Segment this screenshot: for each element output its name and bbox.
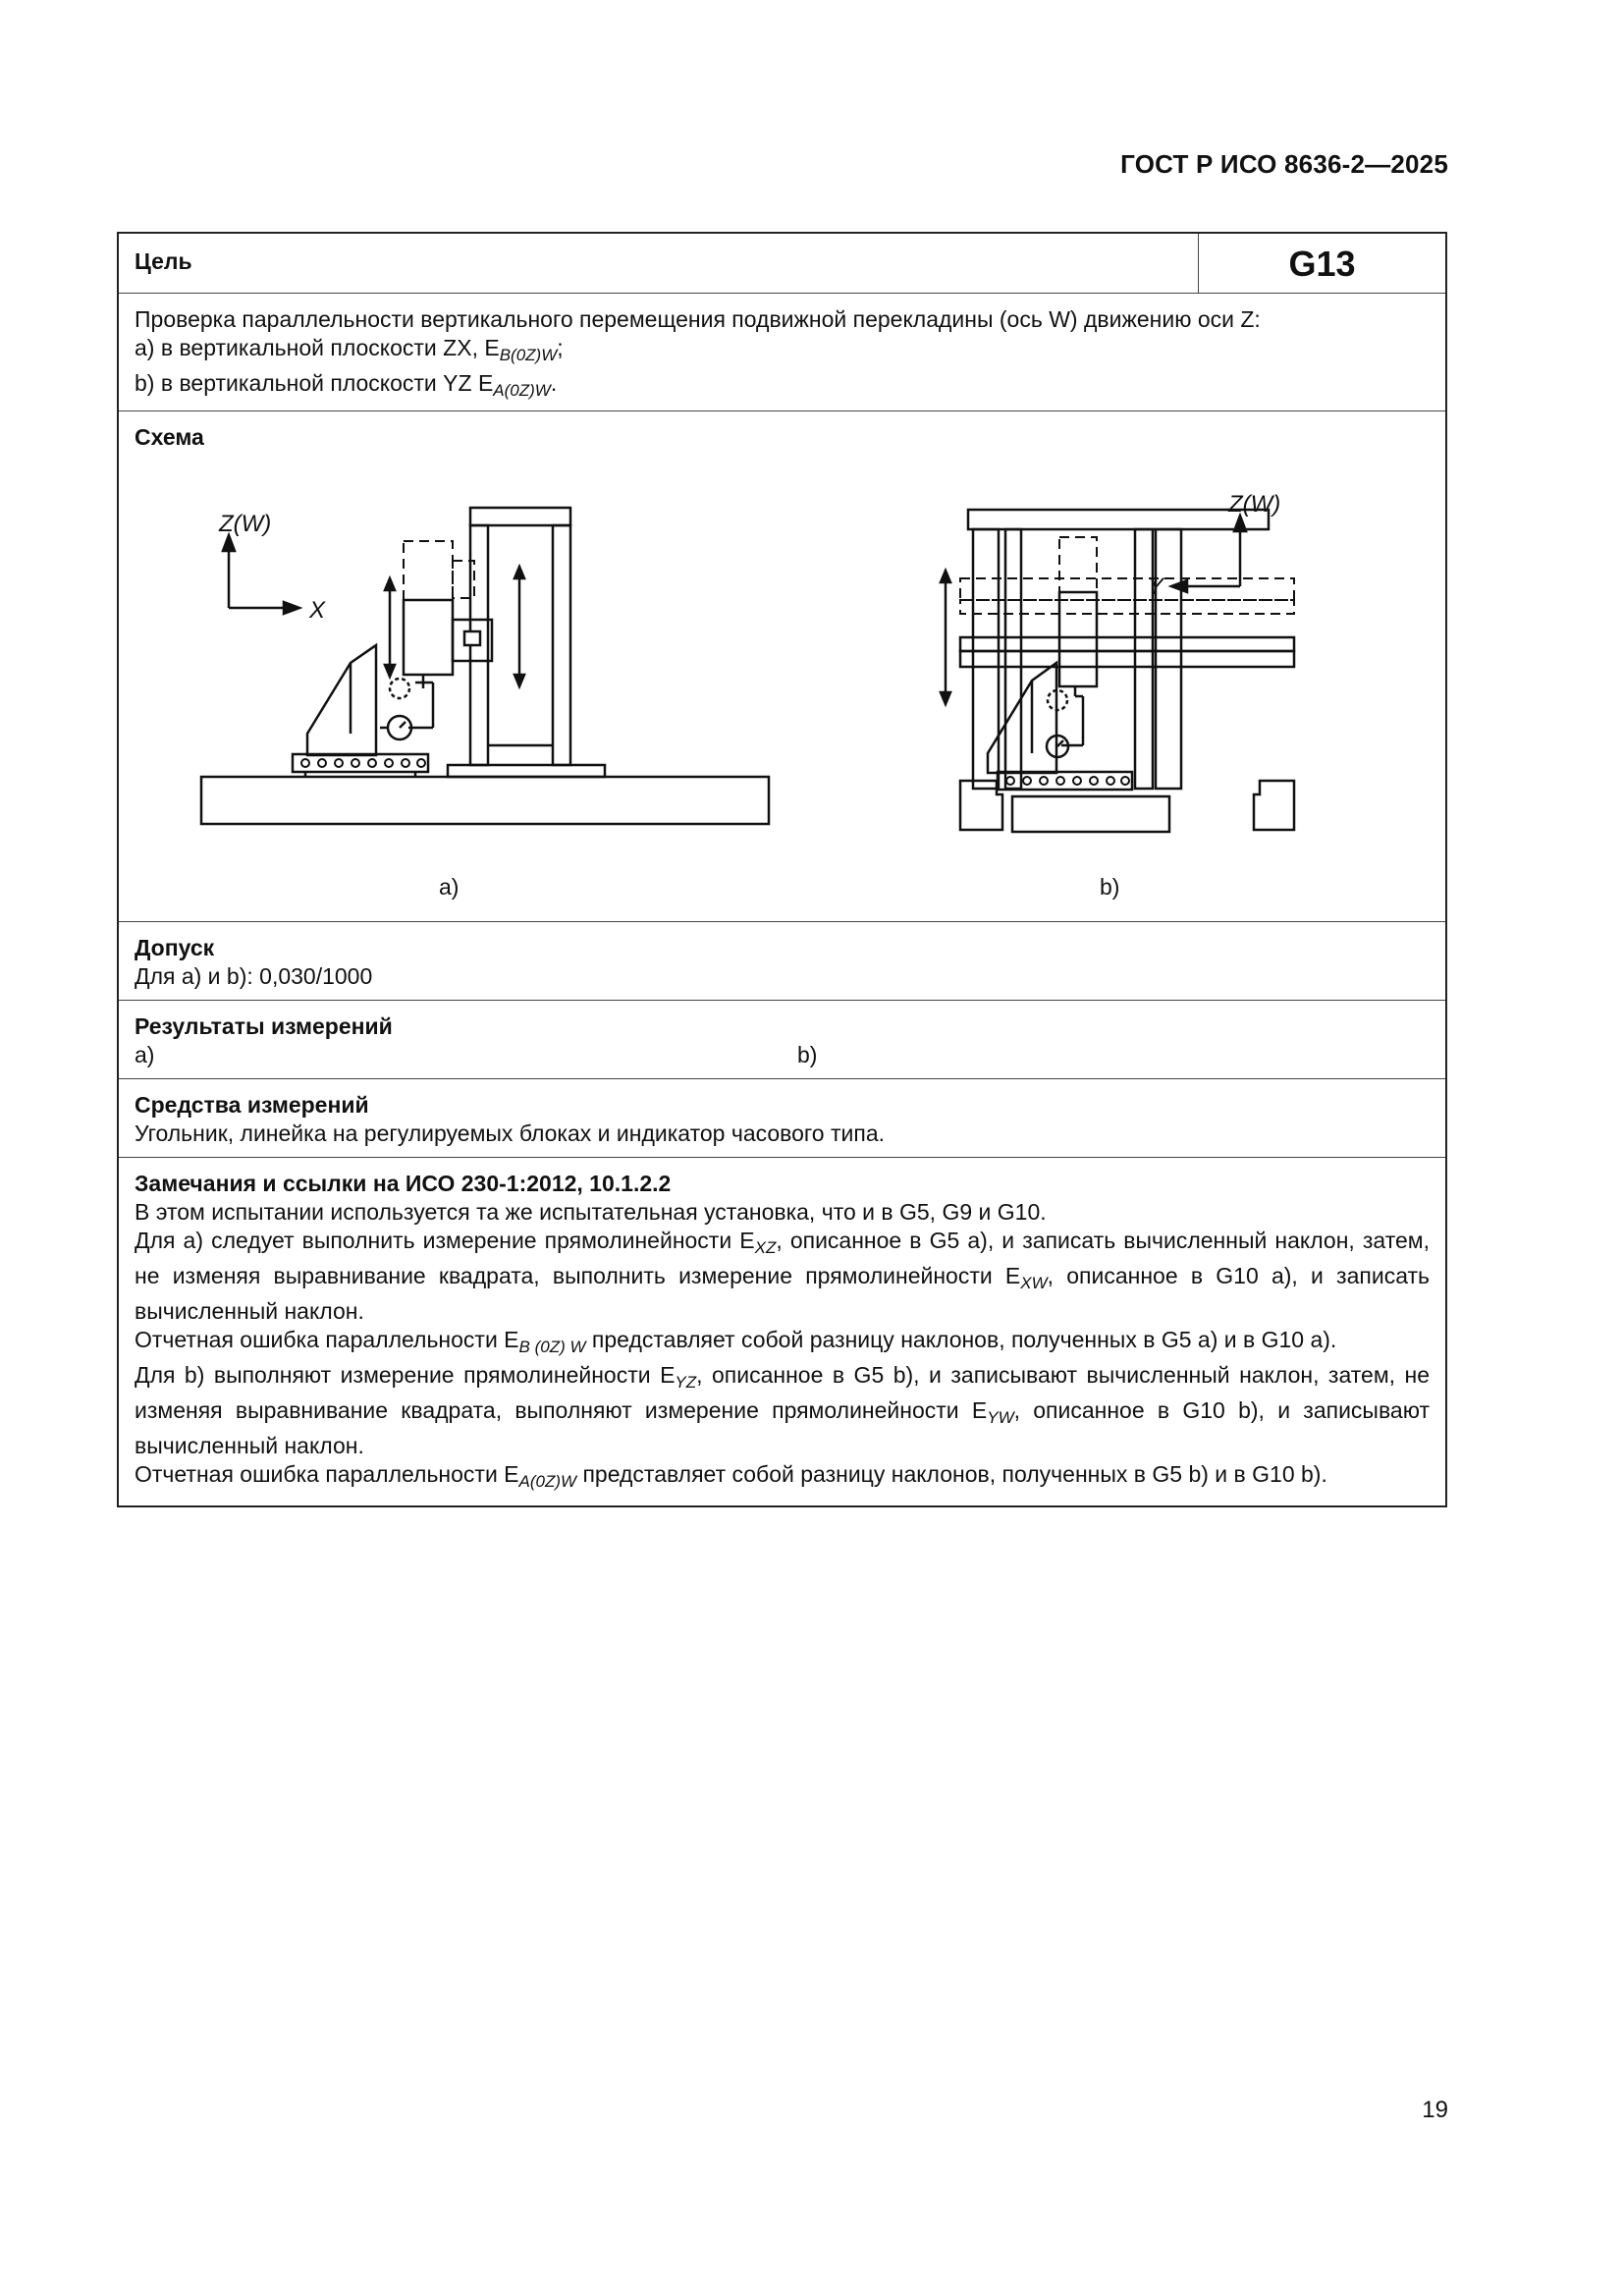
purpose-line2: a) в вертикальной плоскости ZX, $E_{B(0Z)W}$; xyxy=(135,335,564,364)
axis-b-vertical-label: Z(W) xyxy=(1228,491,1281,518)
instruments-section xyxy=(119,1079,1445,1158)
diagram-a xyxy=(158,470,786,853)
caption-b: b) xyxy=(1100,874,1120,900)
tolerance-title: Допуск xyxy=(135,935,215,960)
page-number: 19 xyxy=(1422,2097,1448,2123)
axis-a-vertical-label: Z(W) xyxy=(219,511,272,537)
purpose-line1: Проверка параллельности вертикального перемещения подвижной перекладины (ось W) движению оси Z: xyxy=(135,306,1261,332)
notes-p5: Отчетная ошибка параллельности $E_{A(0Z)W}$ представляет собой разницу наклонов, полученных в G5 b) и в G10 b). xyxy=(135,1461,1327,1491)
purpose-section xyxy=(119,234,1445,411)
tolerance-section xyxy=(119,922,1445,1001)
scheme-title: Схема xyxy=(135,424,204,450)
purpose-line3: b) в вертикальной плоскости YZ $E_{A(0Z)W}$. xyxy=(135,370,558,400)
notes-p2: Для a) следует выполнить измерение прямолинейности $E_{XZ}$, описанное в G5 a), и записать вычисленный наклон, затем, не изменяя выравнивание квадрата, выполнить измерение прямолинейности $E_{XW}$, описанное в G10 a), и записать вычисленный наклон. xyxy=(135,1228,1430,1324)
caption-a: a) xyxy=(439,874,460,900)
axis-a-horizontal-label: X xyxy=(309,597,326,624)
scheme-section xyxy=(119,411,1445,922)
axis-b-horizontal-label: Y xyxy=(1148,574,1164,600)
purpose-title: Цель xyxy=(135,248,192,274)
notes-title: Замечания и ссылки на ИСО 230-1:2012, 10.1.2.2 xyxy=(135,1171,672,1196)
result-b-label: b) xyxy=(797,1042,818,1067)
notes-p1: В этом испытании используется та же испытательная установка, что и в G5, G9 и G10. xyxy=(135,1199,1047,1225)
results-title: Результаты измерений xyxy=(135,1013,393,1039)
test-table xyxy=(117,232,1447,1507)
notes-p4: Для b) выполняют измерение прямолинейности $E_{YZ}$, описанное в G5 b), и записывают вычисленный наклон, затем, не изменяя выравнивание квадрата, выполняют измерение прямолинейности $E_{YW}$, описанное в G10 b), и записывают вычисленный наклон. xyxy=(135,1362,1430,1458)
test-code: G13 xyxy=(1198,234,1445,294)
notes-p3: Отчетная ошибка параллельности $E_{B (0Z) W}$ представляет собой разницу наклонов, полученных в G5 a) и в G10 a). xyxy=(135,1327,1337,1356)
instruments-title: Средства измерений xyxy=(135,1092,369,1118)
document-header: ГОСТ Р ИСО 8636-2—2025 xyxy=(1120,149,1448,179)
result-a-label: a) xyxy=(135,1042,155,1067)
diagram-b xyxy=(865,470,1454,853)
results-section xyxy=(119,1001,1445,1079)
notes-section xyxy=(119,1158,1445,1505)
tolerance-text: Для a) и b): 0,030/1000 xyxy=(135,963,373,989)
instruments-text: Угольник, линейка на регулируемых блоках и индикатор часового типа. xyxy=(135,1121,885,1146)
